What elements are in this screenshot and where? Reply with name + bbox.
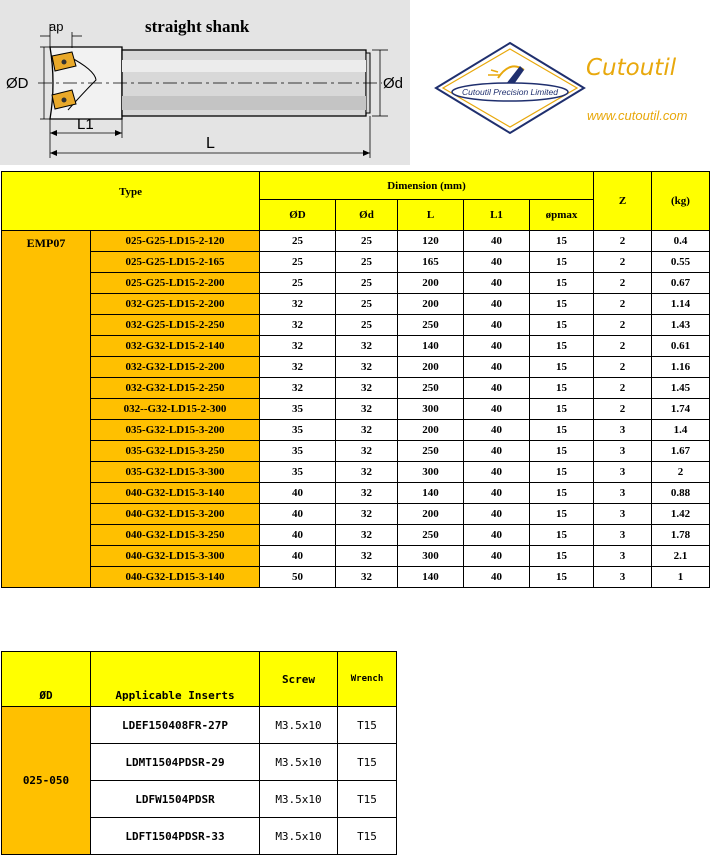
insert-cell: LDFW1504PDSR (91, 781, 260, 818)
l1-cell: 40 (464, 483, 530, 504)
weight-cell: 1.16 (652, 357, 710, 378)
length-cell: 300 (398, 546, 464, 567)
table-row (2, 273, 710, 294)
table-row (2, 420, 710, 441)
col-outer-diameter: ØD (260, 200, 336, 231)
series-cell: EMP07 (2, 231, 91, 588)
col-length: L (398, 200, 464, 231)
apmax-cell: 15 (530, 336, 594, 357)
flutes-cell: 3 (594, 462, 652, 483)
insert-col-wrench: Wrench (338, 652, 397, 707)
table-row (2, 546, 710, 567)
apmax-cell: 15 (530, 399, 594, 420)
l1-cell: 40 (464, 567, 530, 588)
outer-diameter-cell: 32 (260, 357, 336, 378)
table-row (2, 707, 397, 744)
table-row (2, 483, 710, 504)
shank-diameter-cell: 32 (336, 546, 398, 567)
outer-diameter-cell: 35 (260, 441, 336, 462)
length-cell: 250 (398, 378, 464, 399)
length-cell: 140 (398, 483, 464, 504)
model-cell: 032--G32-LD15-2-300 (91, 399, 260, 420)
shank-diameter-cell: 32 (336, 399, 398, 420)
dimension-header: Dimension (mm) (260, 172, 594, 200)
shank-diameter-cell: 32 (336, 378, 398, 399)
shank-diameter-cell: 32 (336, 357, 398, 378)
length-cell: 200 (398, 504, 464, 525)
length-cell: 200 (398, 420, 464, 441)
l1-cell: 40 (464, 378, 530, 399)
outer-diameter-cell: 32 (260, 378, 336, 399)
length-cell: 140 (398, 336, 464, 357)
outer-diameter-cell: 50 (260, 567, 336, 588)
weight-cell: 1.74 (652, 399, 710, 420)
model-cell: 040-G32-LD15-3-200 (91, 504, 260, 525)
tool-drawing (0, 0, 410, 165)
apmax-cell: 15 (530, 462, 594, 483)
weight-header: (kg) (652, 172, 710, 231)
length-cell: 300 (398, 462, 464, 483)
length-cell: 140 (398, 567, 464, 588)
spec-table-body (2, 231, 710, 588)
table-row (2, 231, 710, 252)
outer-diameter-cell: 40 (260, 546, 336, 567)
shank-diameter-cell: 25 (336, 231, 398, 252)
logo-text: Cutoutil Precision Limited (462, 87, 558, 97)
weight-cell: 0.67 (652, 273, 710, 294)
l1-cell: 40 (464, 336, 530, 357)
model-cell: 040-G32-LD15-3-140 (91, 567, 260, 588)
insert-cell: LDEF150408FR-27P (91, 707, 260, 744)
flutes-cell: 3 (594, 483, 652, 504)
brand-name: Cutoutil (586, 55, 677, 81)
diameter-range-cell: 025-050 (2, 707, 91, 855)
screw-cell: M3.5x10 (260, 781, 338, 818)
l1-cell: 40 (464, 399, 530, 420)
apmax-cell: 15 (530, 441, 594, 462)
outer-diameter-cell: 32 (260, 315, 336, 336)
length-cell: 120 (398, 231, 464, 252)
flutes-cell: 2 (594, 252, 652, 273)
table-row (2, 462, 710, 483)
flutes-cell: 2 (594, 273, 652, 294)
model-cell: 025-G25-LD15-2-200 (91, 273, 260, 294)
flutes-cell: 3 (594, 504, 652, 525)
insert-col-inserts: Applicable Inserts (91, 652, 260, 707)
apmax-cell: 15 (530, 294, 594, 315)
apmax-cell: 15 (530, 483, 594, 504)
table-row (2, 567, 710, 588)
apmax-cell: 15 (530, 504, 594, 525)
wrench-cell: T15 (338, 707, 397, 744)
table-row (2, 336, 710, 357)
outer-diameter-cell: 25 (260, 273, 336, 294)
spec-table (1, 171, 710, 588)
model-cell: 025-G25-LD15-2-120 (91, 231, 260, 252)
shank-diameter-cell: 32 (336, 462, 398, 483)
apmax-cell: 15 (530, 252, 594, 273)
weight-cell: 0.61 (652, 336, 710, 357)
model-cell: 040-G32-LD15-3-250 (91, 525, 260, 546)
apmax-cell: 15 (530, 420, 594, 441)
outer-diameter-cell: 25 (260, 231, 336, 252)
insert-col-screw: Screw (260, 652, 338, 707)
outer-diameter-cell: 40 (260, 504, 336, 525)
table-row (2, 252, 710, 273)
length-cell: 250 (398, 441, 464, 462)
weight-cell: 1.14 (652, 294, 710, 315)
ap-label: ap (49, 19, 64, 34)
weight-cell: 1.45 (652, 378, 710, 399)
model-cell: 035-G32-LD15-3-200 (91, 420, 260, 441)
insert-cell: LDMT1504PDSR-29 (91, 744, 260, 781)
apmax-cell: 15 (530, 525, 594, 546)
flutes-cell: 2 (594, 399, 652, 420)
weight-cell: 1.78 (652, 525, 710, 546)
l1-cell: 40 (464, 504, 530, 525)
flutes-cell: 2 (594, 315, 652, 336)
length-cell: 200 (398, 273, 464, 294)
l1-cell: 40 (464, 357, 530, 378)
drawing-title: straight shank (145, 17, 250, 36)
shank-diameter-cell: 25 (336, 315, 398, 336)
shank-diameter-cell: 32 (336, 567, 398, 588)
apmax-cell: 15 (530, 378, 594, 399)
length-cell: 165 (398, 252, 464, 273)
outer-diameter-label: ØD (6, 75, 29, 92)
apmax-cell: 15 (530, 357, 594, 378)
screw-cell: M3.5x10 (260, 818, 338, 855)
flutes-cell: 3 (594, 441, 652, 462)
col-shank-diameter: Ød (336, 200, 398, 231)
table-row (2, 399, 710, 420)
outer-diameter-cell: 32 (260, 294, 336, 315)
table-row (2, 315, 710, 336)
model-cell: 032-G32-LD15-2-200 (91, 357, 260, 378)
model-cell: 025-G25-LD15-2-165 (91, 252, 260, 273)
insert-cell: LDFT1504PDSR-33 (91, 818, 260, 855)
shank-diameter-cell: 25 (336, 294, 398, 315)
model-cell: 032-G25-LD15-2-200 (91, 294, 260, 315)
shank-diameter-cell: 32 (336, 483, 398, 504)
apmax-cell: 15 (530, 567, 594, 588)
flutes-cell: 2 (594, 231, 652, 252)
model-cell: 032-G32-LD15-2-140 (91, 336, 260, 357)
weight-cell: 0.88 (652, 483, 710, 504)
l1-cell: 40 (464, 462, 530, 483)
weight-cell: 1.43 (652, 315, 710, 336)
l1-cell: 40 (464, 231, 530, 252)
outer-diameter-cell: 35 (260, 399, 336, 420)
weight-cell: 1.42 (652, 504, 710, 525)
l1-cell: 40 (464, 252, 530, 273)
shank-diameter-cell: 25 (336, 273, 398, 294)
outer-diameter-cell: 35 (260, 420, 336, 441)
l1-cell: 40 (464, 294, 530, 315)
weight-cell: 1.4 (652, 420, 710, 441)
l1-label: L1 (77, 116, 94, 133)
shank-diameter-cell: 32 (336, 441, 398, 462)
model-cell: 040-G32-LD15-3-300 (91, 546, 260, 567)
wrench-cell: T15 (338, 818, 397, 855)
col-apmax: øpmax (530, 200, 594, 231)
weight-cell: 1 (652, 567, 710, 588)
end-mill-drawing (0, 0, 410, 165)
l1-cell: 40 (464, 273, 530, 294)
shank-diameter-cell: 32 (336, 420, 398, 441)
apmax-cell: 15 (530, 546, 594, 567)
table-row (2, 441, 710, 462)
l1-cell: 40 (464, 420, 530, 441)
insert-col-diameter: ØD (2, 652, 91, 707)
table-row (2, 525, 710, 546)
length-cell: 250 (398, 525, 464, 546)
table-row (2, 294, 710, 315)
model-cell: 040-G32-LD15-3-140 (91, 483, 260, 504)
screw-cell: M3.5x10 (260, 744, 338, 781)
brand-url: www.cutoutil.com (587, 108, 688, 123)
table-row (2, 378, 710, 399)
length-cell: 200 (398, 294, 464, 315)
screw-cell: M3.5x10 (260, 707, 338, 744)
outer-diameter-cell: 35 (260, 462, 336, 483)
length-cell: 200 (398, 357, 464, 378)
type-header: Type (2, 172, 260, 231)
flutes-cell: 3 (594, 567, 652, 588)
insert-table (1, 651, 397, 855)
shank-diameter-cell: 32 (336, 525, 398, 546)
weight-cell: 0.55 (652, 252, 710, 273)
apmax-cell: 15 (530, 231, 594, 252)
apmax-cell: 15 (530, 273, 594, 294)
wrench-cell: T15 (338, 781, 397, 818)
length-label: L (206, 135, 215, 152)
flutes-cell: 3 (594, 546, 652, 567)
flutes-cell: 3 (594, 525, 652, 546)
shank-diameter-label: Ød (383, 75, 404, 92)
company-logo (428, 40, 593, 135)
model-cell: 035-G32-LD15-3-250 (91, 441, 260, 462)
l1-cell: 40 (464, 441, 530, 462)
model-cell: 032-G25-LD15-2-250 (91, 315, 260, 336)
shank-diameter-cell: 32 (336, 504, 398, 525)
table-row (2, 504, 710, 525)
length-cell: 300 (398, 399, 464, 420)
shank-diameter-cell: 32 (336, 336, 398, 357)
l1-cell: 40 (464, 546, 530, 567)
outer-diameter-cell: 40 (260, 483, 336, 504)
flutes-cell: 2 (594, 357, 652, 378)
flutes-cell: 3 (594, 420, 652, 441)
outer-diameter-cell: 40 (260, 525, 336, 546)
outer-diameter-cell: 32 (260, 336, 336, 357)
l1-cell: 40 (464, 525, 530, 546)
l1-cell: 40 (464, 315, 530, 336)
insert-table-body (2, 707, 397, 855)
flutes-cell: 2 (594, 336, 652, 357)
shank-diameter-cell: 25 (336, 252, 398, 273)
model-cell: 032-G32-LD15-2-250 (91, 378, 260, 399)
model-cell: 035-G32-LD15-3-300 (91, 462, 260, 483)
weight-cell: 2.1 (652, 546, 710, 567)
weight-cell: 2 (652, 462, 710, 483)
length-cell: 250 (398, 315, 464, 336)
outer-diameter-cell: 25 (260, 252, 336, 273)
apmax-cell: 15 (530, 315, 594, 336)
weight-cell: 1.67 (652, 441, 710, 462)
z-header: Z (594, 172, 652, 231)
flutes-cell: 2 (594, 294, 652, 315)
flutes-cell: 2 (594, 378, 652, 399)
col-l1: L1 (464, 200, 530, 231)
table-row (2, 357, 710, 378)
weight-cell: 0.4 (652, 231, 710, 252)
wrench-cell: T15 (338, 744, 397, 781)
